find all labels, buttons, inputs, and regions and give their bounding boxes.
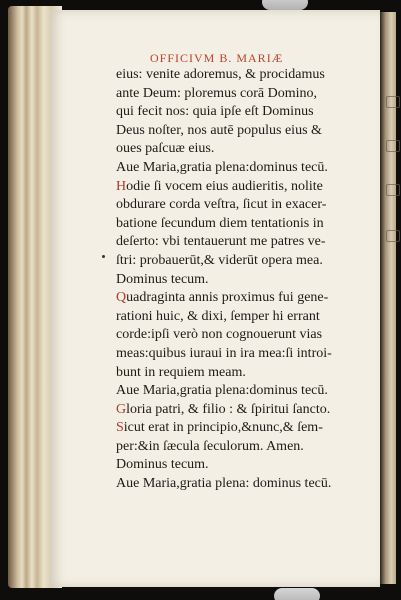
- text-line: [116, 103, 388, 122]
- bleed-through-mark: [386, 184, 400, 196]
- text-line: [116, 308, 388, 327]
- line-text: oues paſcuæ eius.: [116, 141, 215, 157]
- line-text: per:&in ſæcula ſeculorum. Amen.: [116, 438, 304, 454]
- rubric-initial: S: [116, 420, 124, 436]
- line-text: Aue Maria,gratia plena: dominus tecū.: [116, 476, 332, 492]
- text-line: [116, 438, 388, 457]
- text-line: [116, 196, 388, 215]
- text-line: [116, 85, 388, 104]
- text-line: [116, 382, 388, 401]
- line-text: ſtri: probauerūt,& viderūt opera mea.: [116, 252, 323, 268]
- text-line: [116, 456, 388, 475]
- line-text: eius: venite adoremus, & procidamus: [116, 67, 325, 82]
- line-text: Aue Maria,gratia plena:dominus tecū.: [116, 159, 328, 175]
- rubric-initial: H: [116, 178, 127, 194]
- page-clip: [274, 588, 320, 600]
- text-line: [116, 140, 388, 159]
- text-line: [116, 364, 388, 383]
- line-text: corde:ipſi verò non cognouerunt vias: [116, 327, 323, 343]
- line-text: Dominus tecum.: [116, 271, 209, 287]
- line-text: Dominus tecum.: [116, 457, 209, 473]
- line-text: batione ſecundum diem tentationis in: [116, 215, 324, 231]
- line-text: odie ſi vocem eius audieritis, nolite: [126, 178, 323, 194]
- text-line: [116, 215, 388, 234]
- text-line: [116, 233, 388, 252]
- running-head: OFFICIVM B. MARIÆ: [150, 51, 284, 65]
- bleed-through-mark: [386, 230, 400, 242]
- bleed-through-mark: [386, 96, 400, 108]
- margin-mark: [102, 255, 105, 258]
- line-text: loria patri, & filio : & ſpiritui ſancto.: [126, 401, 331, 417]
- rubric-initial: Q: [116, 290, 127, 306]
- text-line: [116, 159, 388, 178]
- text-line: [116, 178, 388, 197]
- page-clip: [262, 0, 308, 10]
- line-text: Aue Maria,gratia plena:dominus tecū.: [116, 383, 328, 399]
- text-line: [116, 66, 388, 85]
- line-text: uadraginta annis proximus fui gene-: [126, 290, 329, 306]
- text-line: [116, 326, 388, 345]
- line-text: qui fecit nos: quia ipſe eſt Dominus: [116, 104, 314, 120]
- text-line: [116, 345, 388, 364]
- text-line: [116, 401, 388, 420]
- bleed-through-mark: [386, 140, 400, 152]
- text-line: [116, 271, 388, 290]
- text-line: [116, 289, 388, 308]
- text-line: [116, 419, 388, 438]
- line-text: obdurare corda veſtra, ſicut in exacer-: [116, 197, 327, 213]
- line-text: Deus noſter, nos autē populus eius &: [116, 122, 322, 138]
- text-line: [116, 252, 388, 271]
- line-text: icut erat in principio,&nunc,& ſem-: [123, 420, 323, 436]
- text-line: [116, 122, 388, 141]
- line-text: bunt in requiem meam.: [116, 364, 246, 380]
- line-text: meas:quibus iuraui in ira mea:ſi introi-: [116, 345, 332, 361]
- body-text: [116, 66, 388, 494]
- line-text: rationi huic, & dixi, ſemper hi errant: [116, 308, 320, 324]
- rubric-initial: G: [116, 401, 127, 417]
- text-line: [116, 475, 388, 494]
- line-text: ante Deum: ploremus corā Domino,: [116, 85, 318, 101]
- line-text: deſerto: vbi tentauerunt me patres ve-: [116, 234, 326, 250]
